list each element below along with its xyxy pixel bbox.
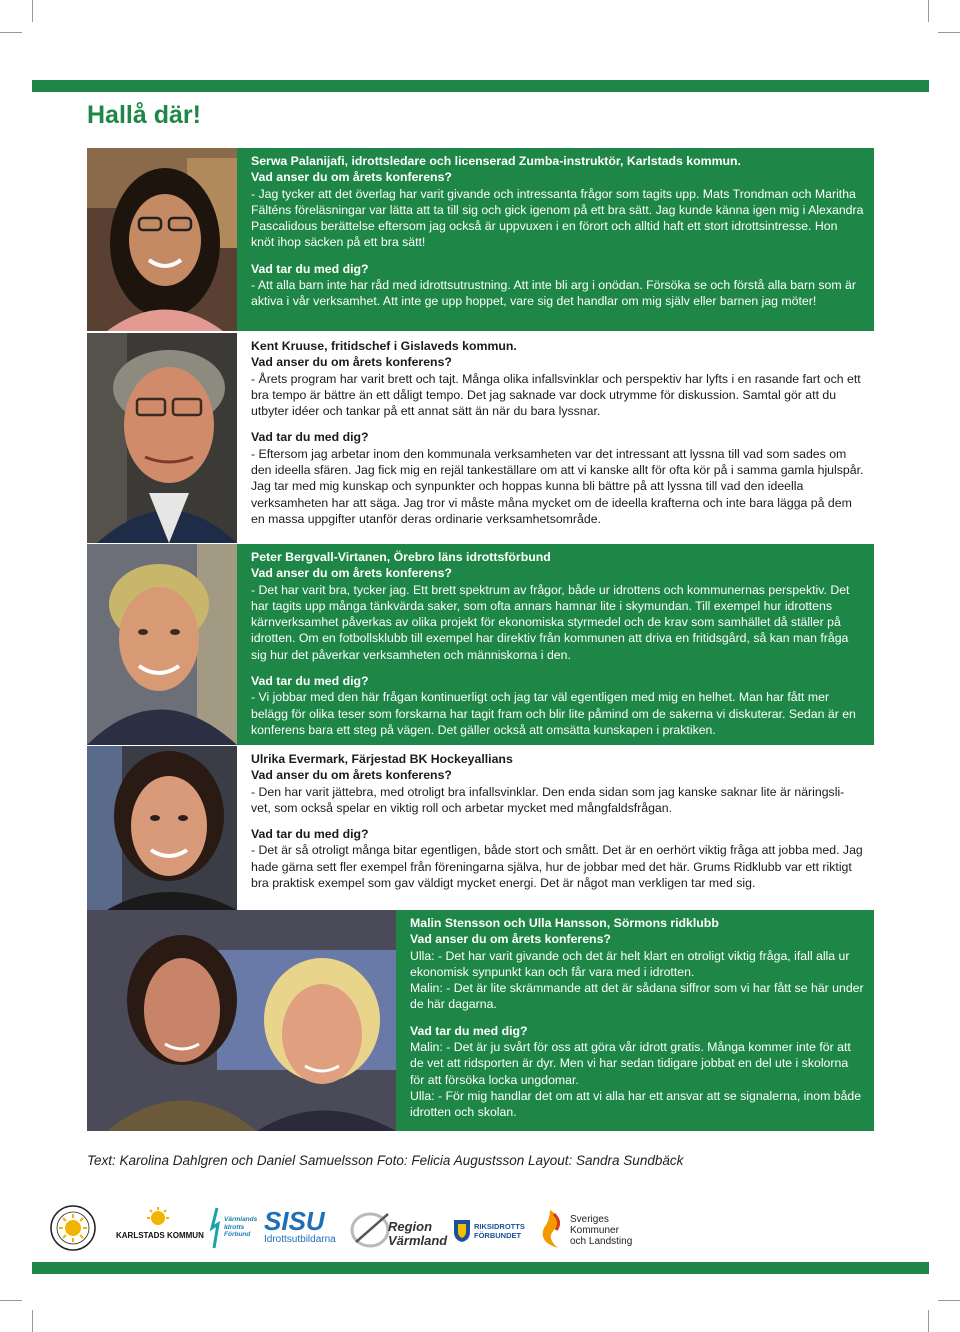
answer-text: - Årets program har varit brett och tajt. Många olika infallsvinklar och perspektiv har lyfts i en rasande fart och ett bra tempo är bättre än ett dåligt tempo. Det jag saknade var dock utrymme för diskussion. Samtal gör att du utbyter idéer och tankar på ett annat sätt än när du bara lyssnar.: [251, 371, 861, 419]
sisu-idrottsutbildarna-logo: [264, 1208, 344, 1250]
varmland-text-line: Idrotts: [224, 1223, 245, 1231]
question-label: Vad anser du om årets konferens?: [251, 768, 452, 783]
sisu-subtitle: Idrottsutbildarna: [264, 1234, 336, 1245]
question-label: Vad tar du med dig?: [251, 430, 369, 445]
varmland-text-line: Värmlands: [224, 1216, 258, 1223]
interview-panel-ulrika: [237, 746, 874, 910]
crop-mark: [928, 0, 929, 22]
rf-text-line: FÖRBUNDET: [474, 1231, 522, 1240]
answer-text: - Eftersom jag arbetar inom den kommunala verksamheten var det intressant att lyssna till vad som sades om den ideella sfären. Jag fick mig en rejäl tankeställare om att vi kanske allt för ofta kör på i samma gamla hjulspår. Jag tar med mig kunskap och synpunkter och hoppas kunna bli bättre på att lyssna till vad den ideella verksamheten har att säga. Jag tror vi måste måna mycket om de ideella krafterna och inte bara lägga på dem en massa uppgifter utanför deras ordinarie verksamhetsområde.: [251, 446, 864, 526]
karlstads-kommun-logo: [116, 1207, 204, 1245]
photo-credits: Text: Karolina Dahlgren och Daniel Samuelsson Foto: Felicia Augustsson Layout: Sandra Sundbäck: [87, 1153, 684, 1168]
interview-panel-kent: [237, 333, 874, 543]
varmland-text-line: Förbund: [224, 1231, 251, 1238]
interview-panel-peter: [237, 544, 874, 745]
question-label: Vad tar du med dig?: [251, 674, 369, 689]
crop-mark: [32, 0, 33, 22]
interview-heading: Peter Bergvall-Virtanen, Örebro läns idrottsförbund: [251, 550, 551, 564]
crop-mark: [0, 32, 22, 33]
interview-heading: Malin Stensson och Ulla Hansson, Sörmons ridklubb: [410, 916, 719, 930]
answer-text: Ulla: - För mig handlar det om att vi alla har ett ansvar att se signalerna, inom både idrotten och skolan.: [410, 1088, 862, 1120]
crop-mark: [0, 1300, 22, 1301]
crop-mark: [32, 1310, 33, 1332]
crop-mark: [938, 32, 960, 33]
crop-mark: [928, 1310, 929, 1332]
question-label: Vad tar du med dig?: [251, 261, 369, 276]
question-label: Vad anser du om årets konferens?: [251, 566, 452, 581]
top-green-bar: [32, 80, 929, 92]
answer-text: Malin: - Det är ju svårt för oss att göra vår idrott gratis. Många kommer inte för att de vet att ridsporten är dyr. Men vi har sedan tidigare jobbat en del ute i skolorna för att försöka locka ungdomar.: [410, 1040, 851, 1087]
interview-heading: Ulrika Evermark, Färjestad BK Hockeyallians: [251, 752, 513, 766]
portrait-photo-ulrika: [87, 746, 237, 910]
interview-panel-malin-ulla: [396, 910, 874, 1131]
karlstad-seal-logo: [50, 1205, 96, 1251]
sveriges-kommuner-och-landsting-logo: [536, 1208, 636, 1252]
region-text-line: Värmland: [388, 1233, 448, 1248]
karlstads-kommun-text: KARLSTADS KOMMUN: [116, 1231, 204, 1240]
question-label: Vad tar du med dig?: [251, 827, 369, 842]
question-label: Vad anser du om årets konferens?: [251, 170, 452, 185]
portrait-photo-kent: [87, 333, 237, 543]
skl-text-line: Sveriges: [570, 1214, 609, 1225]
skl-text-line: och Landsting: [570, 1236, 633, 1247]
answer-text: Ulla: - Det har varit givande och det är helt klart en otroligt viktig fråga, ifall alla ur ekonomisk synpunkt kan och får vara med i idrotten.: [410, 948, 850, 979]
question-label: Vad tar du med dig?: [410, 1023, 528, 1038]
interview-heading: Kent Kruuse, fritidschef i Gislaveds kommun.: [251, 339, 517, 353]
answer-text: - Det är så otroligt många bitar egentligen, både stort och smått. Det är en oerhört viktig fråga att jobba med. Jag hade gärna sett fler exempel från föreningarna själva, hur de jobbar med det här. Grums Ridklubb var ett riktigt bra praktisk exempel som gav väldigt mycket energi. Det är något man verkligen tar med sig.: [251, 843, 863, 891]
answer-text: - Jag tycker att det överlag har varit givande och intressanta frågor som tagits upp. Mats Trondman och Maritha Fälténs föreläsningar var lätta att ta till sig och gick igenom på ett bra sätt. Jag kunde känna igen mig i Alexandra Pascalidous berättelse eftersom jag också är uppvuxen i en förort och alltid haft ett stort idrottsintresse. Hon knöt ihop säcken på ett bra sätt!: [251, 186, 864, 250]
riksidrottsforbundet-logo: [452, 1218, 530, 1248]
region-text-line: Region: [388, 1219, 433, 1234]
crop-mark: [938, 1300, 960, 1301]
page-title: Hallå där!: [87, 101, 201, 129]
answer-text: Malin: - Det är lite skrämmande att det är sådana siffror som vi har fått se här under de här dagarna.: [410, 981, 864, 1012]
interview-panel-serwa: [237, 148, 874, 331]
portrait-photo-peter: [87, 544, 237, 745]
sisu-text: SISU: [264, 1206, 325, 1236]
portrait-photo-malin-ulla: [87, 910, 396, 1131]
answer-text: - Vi jobbar med den här frågan kontinuerligt och jag tar väl egentligen med mig en helhet. Man har fått mer belägg för olika teser som forskarna har tagit fram och blir lite påmind om de sakerna vi diskuterar. Sedan är en konferens bara ett steg på vägen. Det gäller också att omsätta kunskapen i praktiken.: [251, 690, 856, 737]
interview-heading: Serwa Palanijafi, idrottsledare och licenserad Zumba-instruktör, Karlstads kommun.: [251, 154, 741, 168]
region-varmland-logo: [350, 1208, 446, 1252]
question-label: Vad anser du om årets konferens?: [251, 355, 452, 370]
question-label: Vad anser du om årets konferens?: [410, 932, 611, 947]
answer-text: - Det har varit bra, tycker jag. Ett brett spektrum av frågor, både ur idrottens och kommunernas perspektiv. Det har tagits upp många tänkvärda saker, som ofta annars hamnar lite i skymundan. Till exempel hur idrottens kärnverksamhet påverkas av olika projekt för ekonomiska styrmedel och de krav som samhället då ställer på idrotten. Om en fotbollsklubb till exempel har direktiv från kommunen att driva en fritidsgård, så kan man fråga sig hur det påverkar verksamheten och människorna i den.: [251, 582, 850, 662]
portrait-photo-serwa: [87, 148, 237, 331]
answer-text: - Att alla barn inte har råd med idrottsutrustning. Att inte bli arg i onödan. Försöka se och förstå alla barn som är aktiva i vår verksamhet. Att inte ge upp hoppet, vare sig det handlar om mig själv eller barnen jag möter!: [251, 278, 856, 309]
varmlands-idrottsforbund-logo: [208, 1206, 258, 1250]
answer-text: - Den har varit jättebra, med otroligt bra infallsvinklar. Den enda sidan som jag kanske saknar lite är näringsli-vet, som också spelar en viktig roll och arbetar mycket med mångfaldsfrågan.: [251, 784, 845, 815]
skl-text-line: Kommuner: [570, 1225, 619, 1236]
rf-text-line: RIKSIDROTTS: [474, 1222, 525, 1231]
bottom-green-bar: [32, 1262, 929, 1274]
